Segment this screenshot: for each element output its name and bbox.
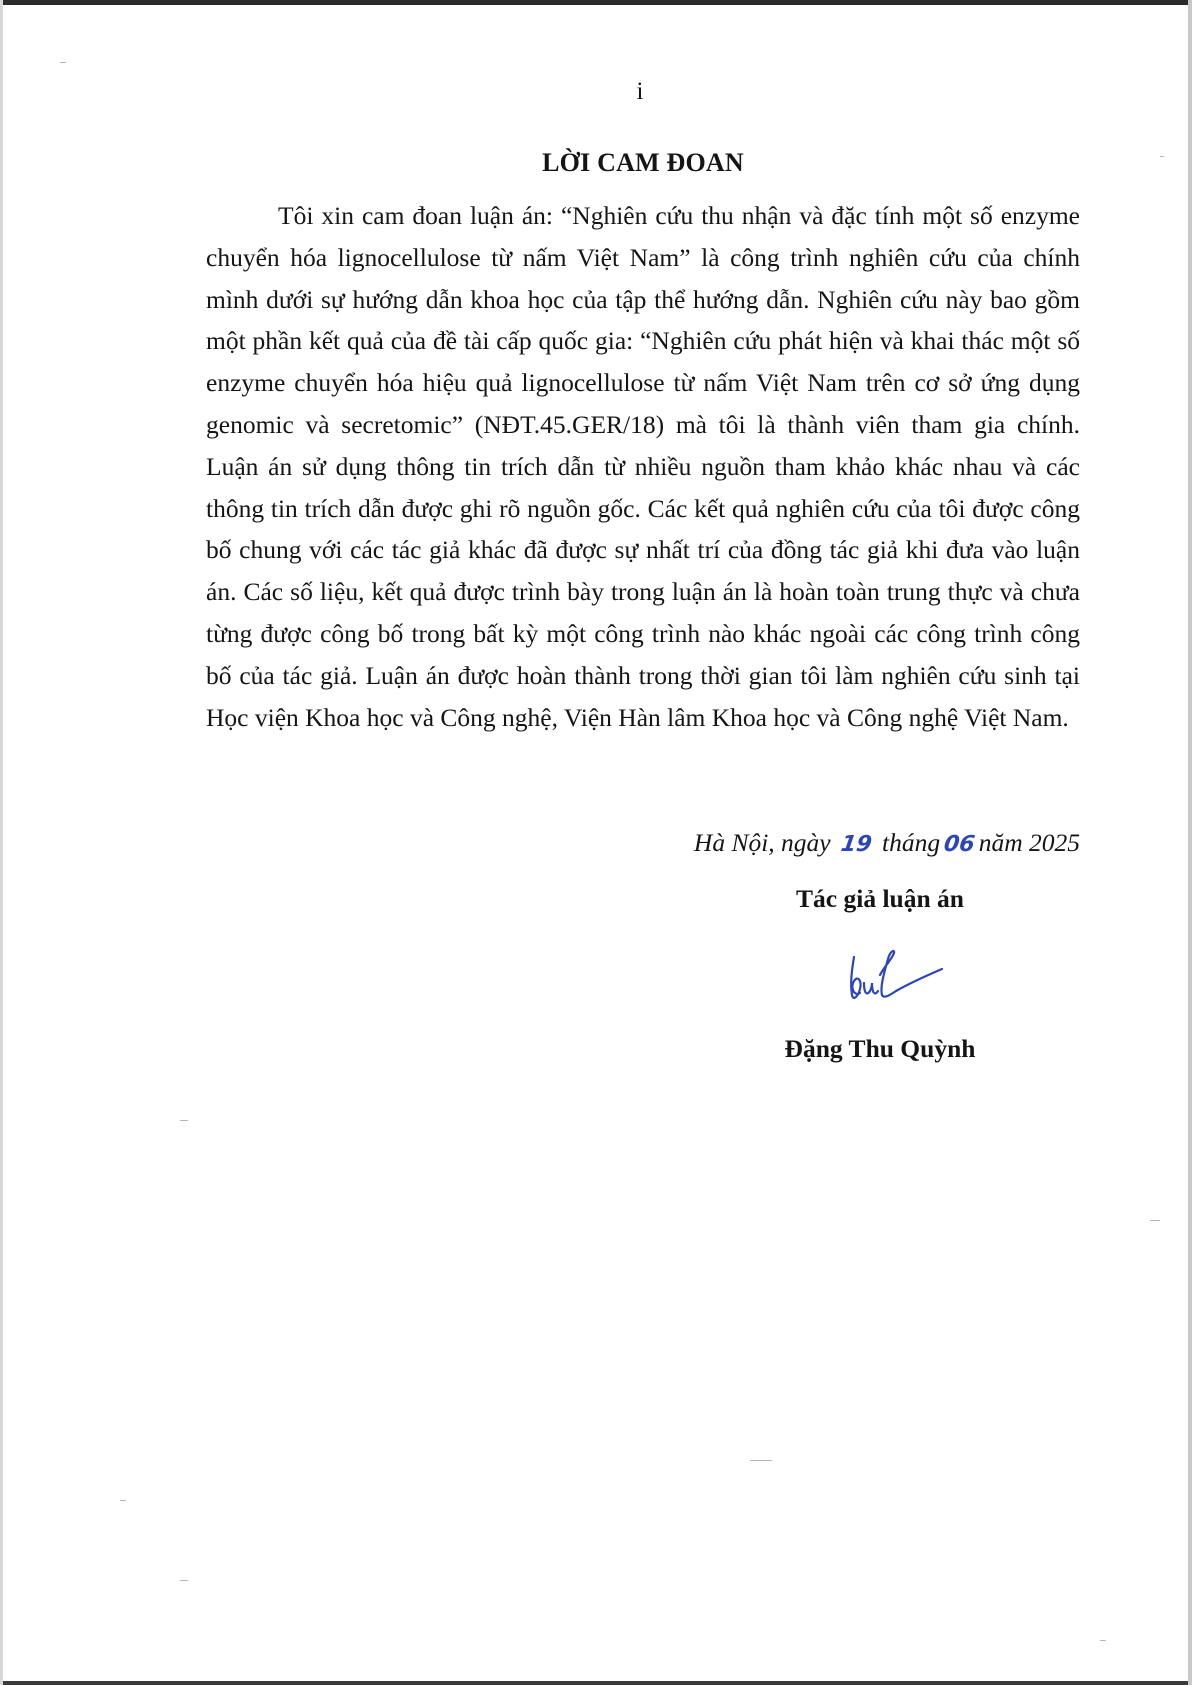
scan-speck <box>1100 1640 1106 1641</box>
author-role: Tác giả luận án <box>796 884 964 913</box>
handwritten-day: 19 <box>839 832 874 857</box>
scan-speck <box>60 62 66 63</box>
scan-speck <box>1150 1220 1160 1221</box>
scan-speck <box>750 1460 772 1461</box>
author-name: Đặng Thu Quỳnh <box>784 1034 976 1063</box>
scan-speck <box>180 1580 188 1581</box>
date-year: 2025 <box>1029 828 1080 857</box>
page-number: i <box>636 78 644 105</box>
scan-speck <box>120 1500 126 1501</box>
scan-speck <box>1160 156 1164 157</box>
page-title: LỜI CAM ĐOAN <box>542 148 744 177</box>
scan-speck <box>180 1120 188 1121</box>
scan-right-edge <box>1188 0 1192 1685</box>
scan-left-edge <box>0 0 3 1685</box>
signature-icon <box>840 945 950 1015</box>
date-line <box>660 828 1080 858</box>
declaration-paragraph: Tôi xin cam đoan luận án: “Nghiên cứu thu nhận và đặc tính một số enzyme chuyển hóa lignocellulose từ nấm Việt Nam” là công trình nghiên cứu của chính mình dưới sự hướng dẫn khoa học của tập thể hướng dẫn. Nghiên cứu này bao gồm một phần kết quả của đề tài cấp quốc gia: “Nghiên cứu phát hiện và khai thác một số enzyme chuyển hóa hiệu quả lignocellulose từ nấm Việt Nam trên cơ sở ứng dụng genomic và secretomic” (NĐT.45.GER/18) mà tôi là thành viên tham gia chính. Luận án sử dụng thông tin trích dẫn từ nhiều nguồn tham khảo khác nhau và các thông tin trích dẫn được ghi rõ nguồn gốc. Các kết quả nghiên cứu của tôi được công bố chung với các tác giả khác đã được sự nhất trí của đồng tác giả khi đưa vào luận án. Các số liệu, kết quả được trình bày trong luận án là hoàn toàn trung thực và chưa từng được công bố trong bất kỳ một công trình nào khác ngoài các công trình công bố của tác giả. Luận án được hoàn thành trong thời gian tôi làm nghiên cứu sinh tại Học viện Khoa học và Công nghệ, Viện Hàn lâm Khoa học và Công nghệ Việt Nam. <box>206 201 1080 732</box>
date-month-word: tháng <box>881 828 941 857</box>
handwritten-month: 06 <box>942 832 977 857</box>
scan-top-edge <box>0 0 1192 5</box>
date-prefix: Hà Nội, ngày <box>693 828 831 857</box>
date-year-prefix: năm <box>978 828 1023 857</box>
scan-bottom-edge <box>0 1681 1192 1685</box>
